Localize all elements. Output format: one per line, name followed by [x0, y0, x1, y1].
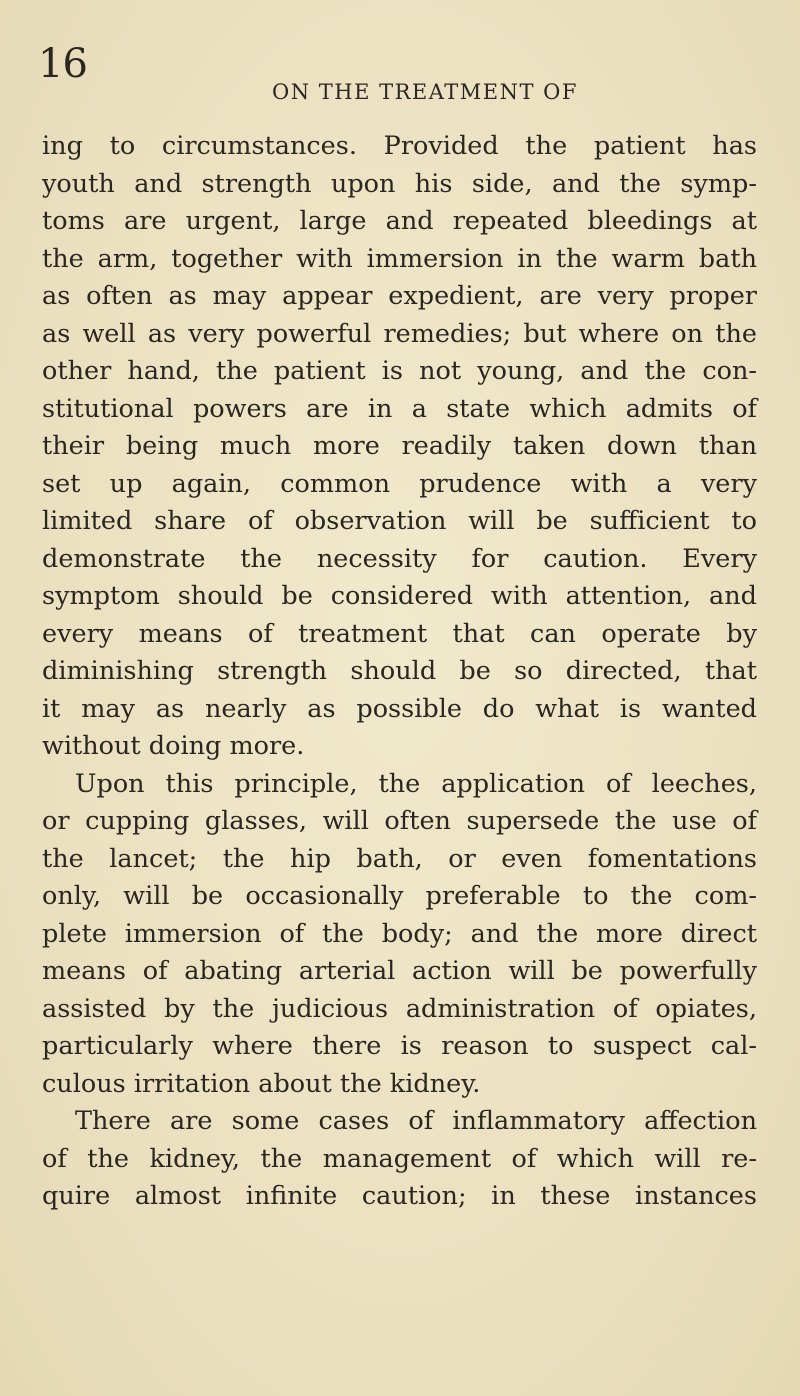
- running-head: ON THE TREATMENT OF: [272, 80, 578, 104]
- text-line: the arm, together with immersion in the warm bath: [42, 243, 757, 274]
- text-line: every means of treatment that can operate by: [42, 618, 757, 649]
- body-text: [42, 128, 757, 1216]
- text-line: youth and strength upon his side, and the symp-: [42, 168, 757, 199]
- text-line: their being much more readily taken down than: [42, 431, 757, 461]
- text-line: only, will be occasionally preferable to the com-: [42, 881, 757, 911]
- text-line: as well as very powerful remedies; but where on the: [42, 318, 757, 349]
- text-line: or cupping glasses, will often supersede the use of: [42, 806, 757, 836]
- text-line: as often as may appear expedient, are very proper: [42, 281, 757, 311]
- text-line: quire almost infinite caution; in these instances: [42, 1181, 757, 1211]
- text-line: symptom should be considered with attention, and: [42, 581, 757, 611]
- paragraph-end-line: without doing more.: [42, 731, 305, 761]
- text-line: of the kidney, the management of which will re-: [42, 1143, 757, 1174]
- text-line: toms are urgent, large and repeated bleedings at: [42, 206, 757, 236]
- text-line: other hand, the patient is not young, and the con-: [42, 356, 757, 386]
- text-line: demonstrate the necessity for caution. Every: [42, 543, 757, 574]
- text-line: plete immersion of the body; and the more direct: [42, 918, 757, 949]
- text-line: means of abating arterial action will be powerfully: [42, 956, 757, 986]
- text-line: stitutional powers are in a state which admits of: [42, 393, 757, 424]
- text-line: it may as nearly as possible do what is wanted: [42, 693, 757, 724]
- text-line: the lancet; the hip bath, or even fomentations: [42, 843, 757, 874]
- page-number: 16: [38, 41, 87, 87]
- text-line: diminishing strength should be so directed, that: [42, 656, 757, 686]
- text-line: ing to circumstances. Provided the patient has: [42, 131, 757, 161]
- paragraph-start-line: Upon this principle, the application of leeches,: [75, 768, 757, 799]
- text-line: set up again, common prudence with a very: [42, 468, 757, 499]
- text-line: assisted by the judicious administration of opiates,: [42, 993, 757, 1024]
- paragraph-start-line: There are some cases of inflammatory affection: [75, 1106, 757, 1136]
- text-line: limited share of observation will be sufficient to: [42, 506, 757, 536]
- paragraph-end-line: culous irritation about the kidney.: [42, 1068, 481, 1099]
- text-line: particularly where there is reason to suspect cal-: [42, 1031, 757, 1061]
